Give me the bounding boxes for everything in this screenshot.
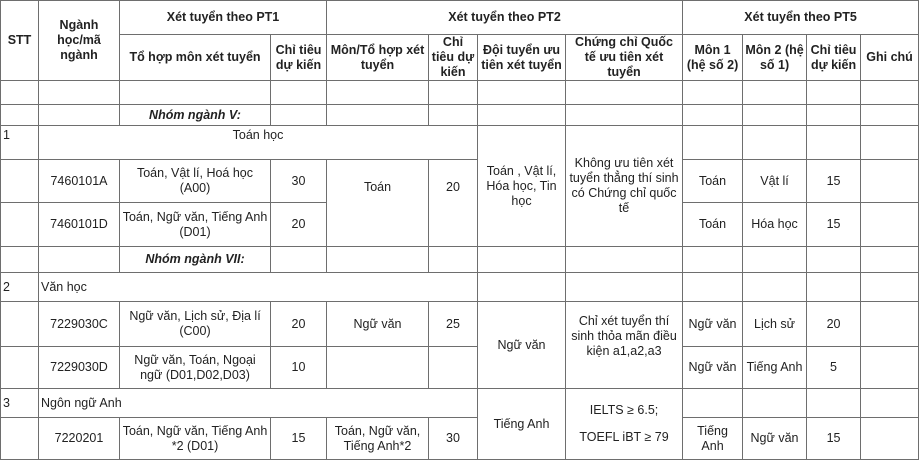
header-pt1: Xét tuyển theo PT1: [120, 1, 327, 35]
major-code: 7460101D: [39, 203, 120, 247]
group-row-v: [1, 105, 919, 126]
header-pt2: Xét tuyển theo PT2: [327, 1, 683, 35]
major-row-eng: [1, 389, 919, 418]
pt2-subject-eng: Toán, Ngữ văn, Tiếng Anh*2: [327, 418, 429, 460]
pt1-quota: 30: [271, 160, 327, 203]
pt2-cert-eng: [566, 389, 683, 460]
pt2-quota-eng: 30: [429, 418, 478, 460]
header-pt2-team: Đội tuyển ưu tiên xét tuyển: [478, 35, 566, 81]
header-pt5: Xét tuyển theo PT5: [683, 1, 919, 35]
pt2-cert-lit: Chỉ xét tuyển thí sinh thỏa mãn điều kiện a1,a2,a3: [566, 302, 683, 389]
pt5-quota: 5: [807, 347, 861, 389]
header-pt2-subject: Môn/Tổ hợp xét tuyển: [327, 35, 429, 81]
header-pt2-quota: Chỉ tiêu dự kiến: [429, 35, 478, 81]
pt5-sub2: Tiếng Anh: [743, 347, 807, 389]
stt-cell: 1: [1, 126, 39, 160]
pt5-quota: 20: [807, 302, 861, 347]
pt5-sub2: Ngữ văn: [743, 418, 807, 460]
stt-cell: 3: [1, 389, 39, 418]
pt5-quota: 15: [807, 160, 861, 203]
major-name-math: Toán học: [39, 126, 478, 160]
pt5-sub1: Toán: [683, 203, 743, 247]
pt5-quota: 15: [807, 203, 861, 247]
pt1-combo: Toán, Ngữ văn, Tiếng Anh (D01): [120, 203, 271, 247]
pt5-sub1: Toán: [683, 160, 743, 203]
pt5-sub1: Tiếng Anh: [683, 418, 743, 460]
major-code: 7229030D: [39, 347, 120, 389]
pt5-sub2: Lịch sử: [743, 302, 807, 347]
header-row-2: [1, 35, 919, 81]
major-code: 7220201: [39, 418, 120, 460]
header-major-code: Ngành học/mã ngành: [39, 1, 120, 81]
header-pt2-cert: Chứng chỉ Quốc tế ưu tiên xét tuyển: [566, 35, 683, 81]
table-row: [1, 302, 919, 347]
header-pt5-sub1: Môn 1 (hệ số 2): [683, 35, 743, 81]
pt5-sub2: Hóa học: [743, 203, 807, 247]
blank-row: [1, 81, 919, 105]
pt2-subject-lit: Ngữ văn: [327, 302, 429, 347]
table-row: [1, 160, 919, 203]
major-code: 7460101A: [39, 160, 120, 203]
pt5-sub1: Ngữ văn: [683, 347, 743, 389]
header-pt5-sub2: Môn 2 (hệ số 1): [743, 35, 807, 81]
pt2-cert-math: Không ưu tiên xét tuyển thẳng thí sinh có Chứng chỉ quốc tế: [566, 126, 683, 247]
cert-toefl: TOEFL iBT ≥ 79: [579, 430, 669, 444]
header-stt: STT: [1, 1, 39, 81]
group-label-vii: Nhóm ngành VII:: [120, 247, 271, 273]
pt1-combo: Toán, Ngữ văn, Tiếng Anh *2 (D01): [120, 418, 271, 460]
pt2-quota-lit: 25: [429, 302, 478, 347]
pt5-sub1: Ngữ văn: [683, 302, 743, 347]
group-row-vii: [1, 247, 919, 273]
pt1-combo: Ngữ văn, Toán, Ngoại ngữ (D01,D02,D03): [120, 347, 271, 389]
pt1-quota: 20: [271, 302, 327, 347]
stt-cell: 2: [1, 273, 39, 302]
pt1-quota: 15: [271, 418, 327, 460]
pt1-combo: Ngữ văn, Lịch sử, Địa lí (C00): [120, 302, 271, 347]
pt5-sub2: Vật lí: [743, 160, 807, 203]
pt1-quota: 10: [271, 347, 327, 389]
cert-ielts: IELTS ≥ 6.5;: [589, 403, 659, 417]
pt2-quota-math: 20: [429, 160, 478, 247]
pt2-team-math: Toán , Vật lí, Hóa học, Tin học: [478, 126, 566, 247]
pt1-quota: 20: [271, 203, 327, 247]
header-row-1: [1, 1, 919, 35]
major-name-eng: Ngôn ngữ Anh: [39, 389, 478, 418]
group-label-v: Nhóm ngành V:: [120, 105, 271, 126]
header-pt1-combo: Tổ hợp môn xét tuyển: [120, 35, 271, 81]
header-note: Ghi chú: [861, 35, 919, 81]
table-row: [1, 418, 919, 460]
major-code: 7229030C: [39, 302, 120, 347]
major-row-lit: [1, 273, 919, 302]
pt2-subject-math: Toán: [327, 160, 429, 247]
header-pt5-quota: Chỉ tiêu dự kiến: [807, 35, 861, 81]
pt2-team-lit: Ngữ văn: [478, 302, 566, 389]
header-pt1-quota: Chỉ tiêu dự kiến: [271, 35, 327, 81]
major-row-math: [1, 126, 919, 160]
major-name-lit: Văn học: [39, 273, 478, 302]
pt5-quota: 15: [807, 418, 861, 460]
pt1-combo: Toán, Vật lí, Hoá học (A00): [120, 160, 271, 203]
pt2-team-eng: Tiếng Anh: [478, 389, 566, 460]
table-row: [1, 347, 919, 389]
